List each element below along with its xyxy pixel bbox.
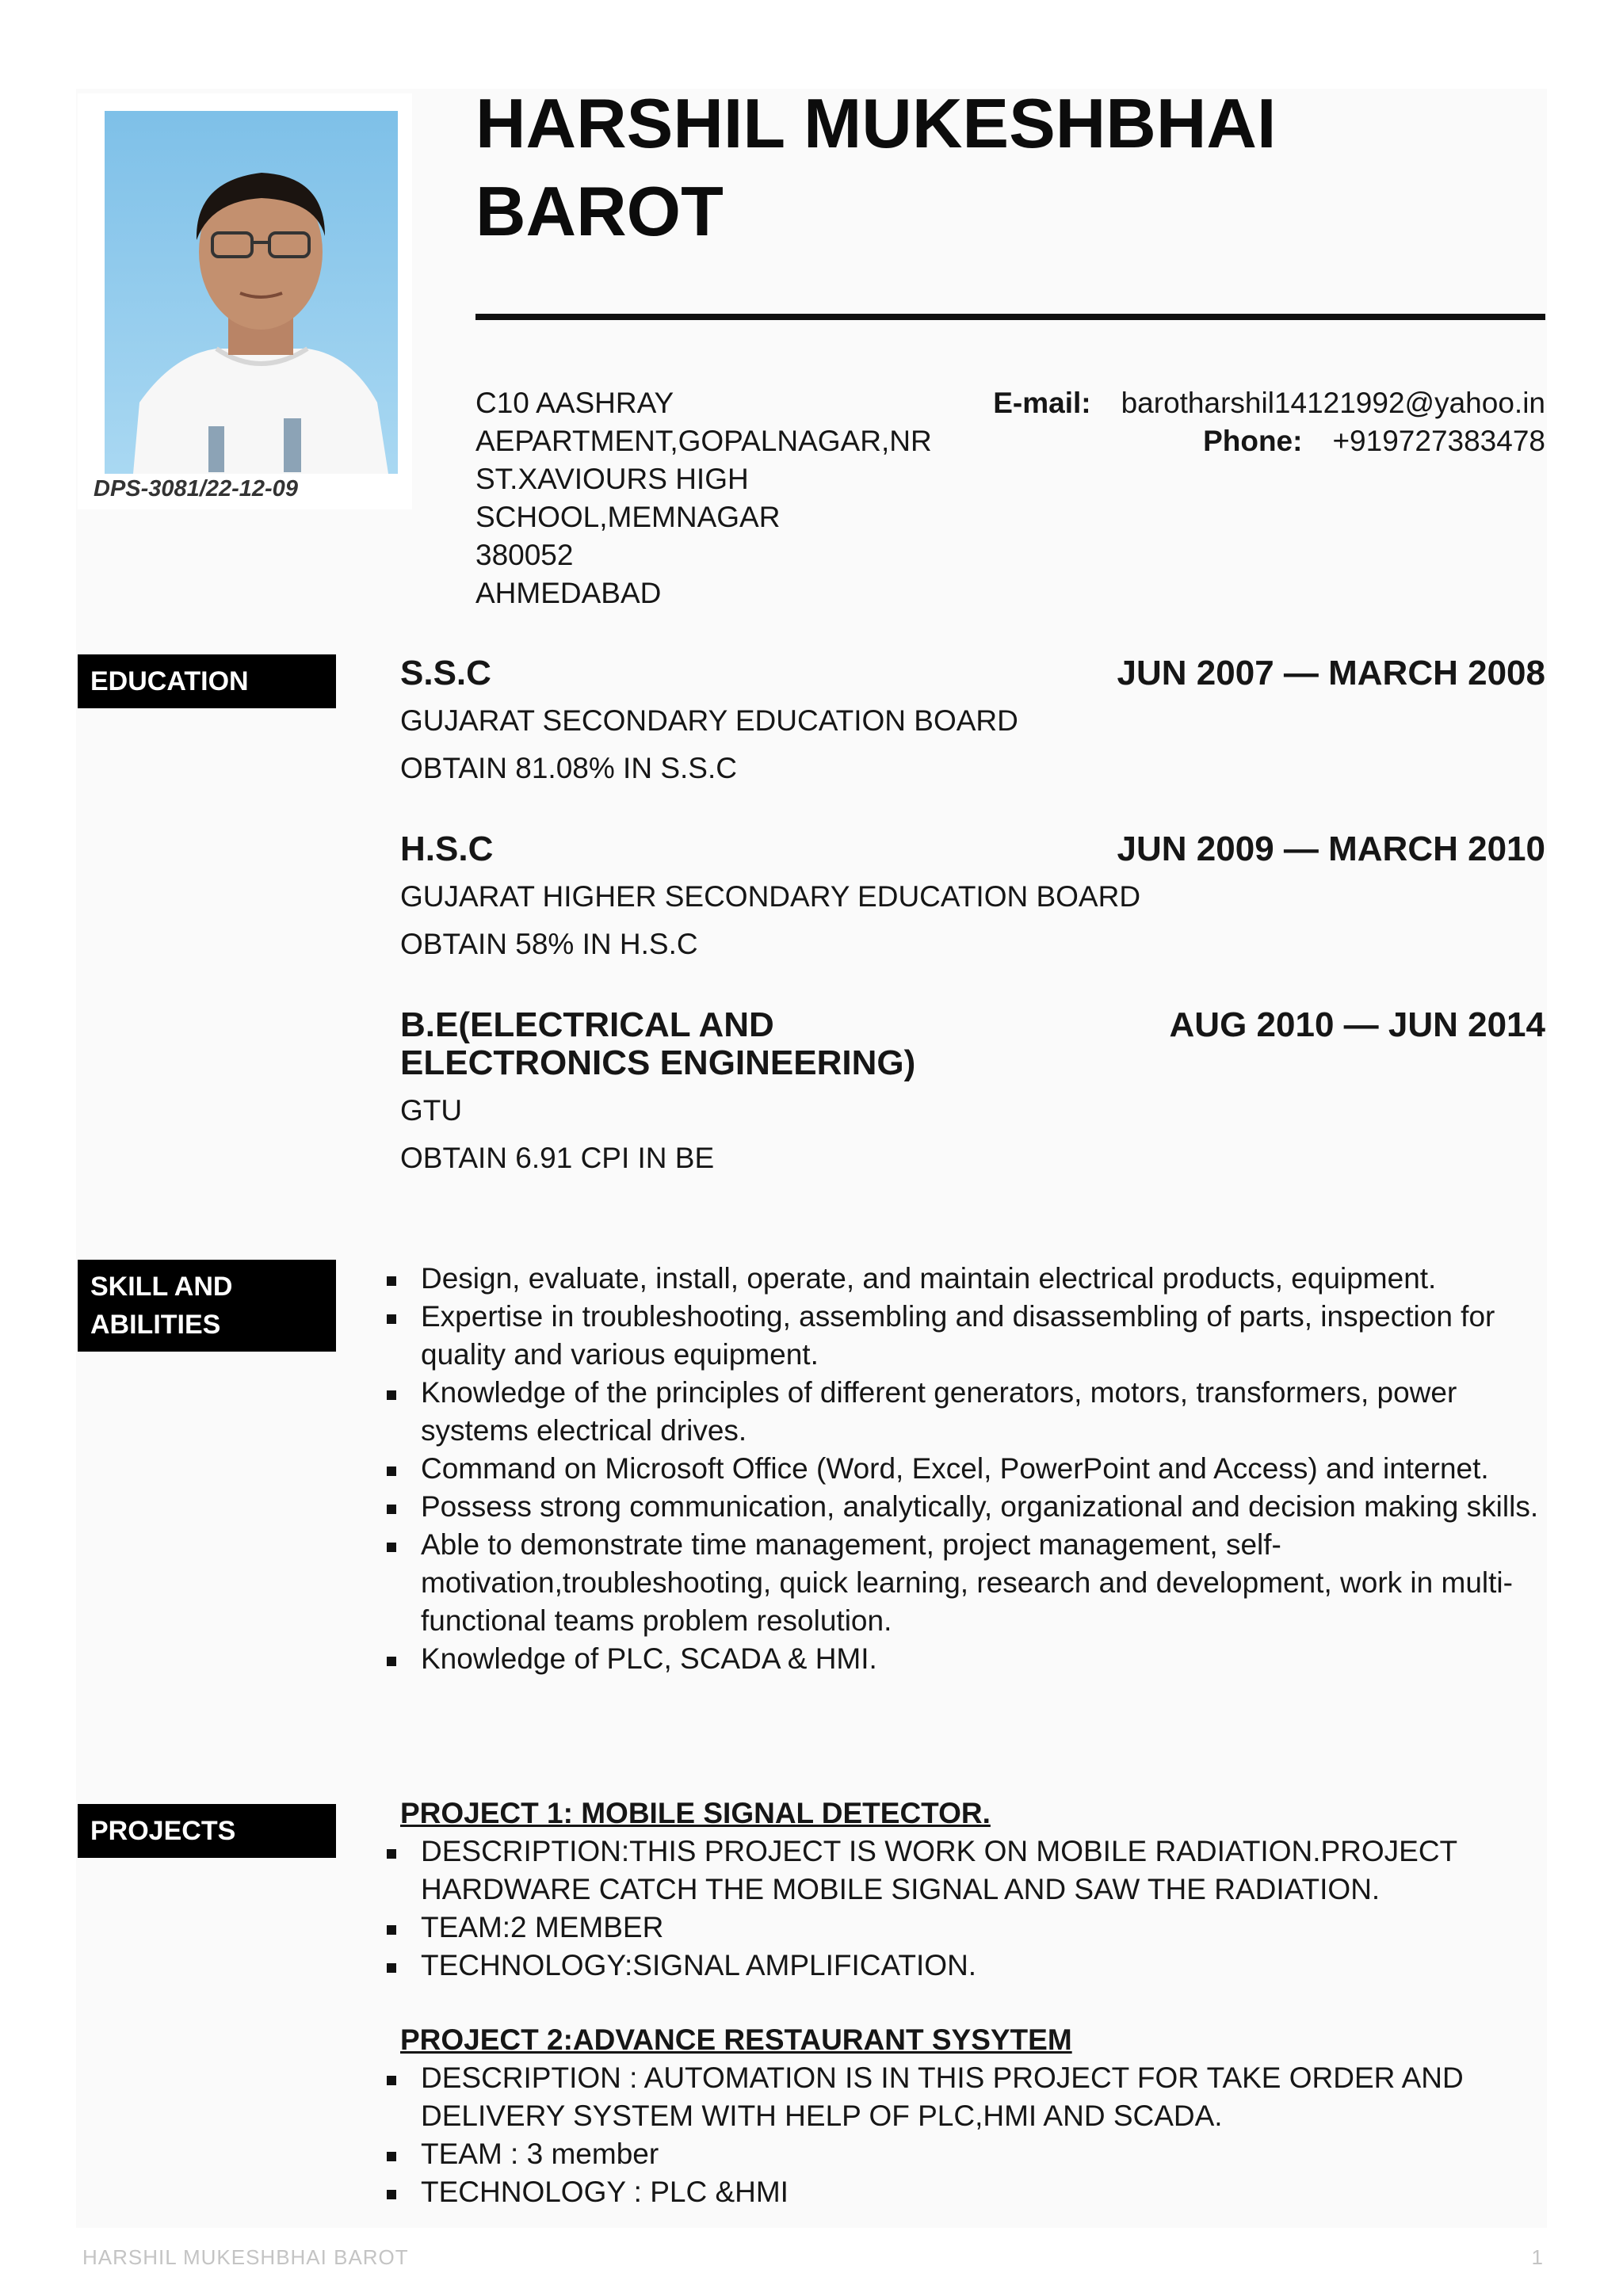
project-detail: TECHNOLOGY : PLC &HMI <box>387 2173 1552 2211</box>
education-degree: S.S.C <box>400 654 491 692</box>
address-line: AHMEDABAD <box>475 577 662 609</box>
candidate-name-line1: HARSHIL MUKESHBHAI <box>475 84 1277 162</box>
email-row <box>993 384 1545 422</box>
skill-item: Knowledge of the principles of different generators, motors, transformers, power systems electrical drives. <box>387 1374 1552 1450</box>
project-title: PROJECT 2:ADVANCE RESTAURANT SYSYTEM <box>400 2023 1072 2056</box>
project-details <box>387 2059 1552 2211</box>
bullet-square-icon <box>387 1390 396 1400</box>
photo-caption: DPS-3081/22-12-09 <box>94 476 298 502</box>
footer-name: HARSHIL MUKESHBHAI BAROT <box>82 2245 409 2269</box>
skill-item: Command on Microsoft Office (Word, Excel, PowerPoint and Access) and internet. <box>387 1450 1552 1488</box>
education-result: OBTAIN 81.08% IN S.S.C <box>400 752 737 784</box>
profile-photo <box>78 93 412 509</box>
education-board: GTU <box>400 1094 463 1127</box>
section-label-skills-line2: ABILITIES <box>90 1310 221 1340</box>
project-detail: TEAM:2 MEMBER <box>387 1909 1552 1947</box>
education-degree: H.S.C <box>400 830 494 868</box>
skill-item: Knowledge of PLC, SCADA & HMI. <box>387 1640 1552 1678</box>
address-line: C10 AASHRAY <box>475 387 674 419</box>
project-title: PROJECT 1: MOBILE SIGNAL DETECTOR. <box>400 1797 991 1829</box>
phone-row <box>993 422 1545 460</box>
bullet-square-icon <box>387 2190 396 2199</box>
skill-item: Expertise in troubleshooting, assembling and disassembling of parts, inspection for quality and various equipment. <box>387 1298 1552 1374</box>
candidate-name <box>475 79 1545 255</box>
page-number: 1 <box>1531 2245 1544 2269</box>
address-line: 380052 <box>475 539 574 571</box>
portrait-image <box>78 93 412 509</box>
skill-item: Able to demonstrate time management, project management, self-motivation,troubleshooting, quick learning, research and development, work in multi-functional teams problem resolution. <box>387 1526 1552 1640</box>
skills-list <box>387 1260 1552 1678</box>
header-divider <box>475 314 1545 320</box>
bullet-square-icon <box>387 1543 396 1552</box>
education-entry <box>400 830 1545 963</box>
education-dates: JUN 2009 — MARCH 2010 <box>1117 830 1545 868</box>
skill-item: Possess strong communication, analytically, organizational and decision making skills. <box>387 1488 1552 1526</box>
education-board: GUJARAT HIGHER SECONDARY EDUCATION BOARD <box>400 880 1141 913</box>
bullet-square-icon <box>387 1314 396 1324</box>
address-block <box>475 384 983 612</box>
skill-item: Design, evaluate, install, operate, and maintain electrical products, equipment. <box>387 1260 1552 1298</box>
section-label-skills-line1: SKILL AND <box>90 1272 233 1302</box>
bullet-square-icon <box>387 2076 396 2085</box>
bullet-square-icon <box>387 1505 396 1514</box>
education-degree: B.E(ELECTRICAL AND ELECTRONICS ENGINEERING) <box>400 1005 916 1082</box>
contact-block <box>993 384 1545 460</box>
project-detail: TECHNOLOGY:SIGNAL AMPLIFICATION. <box>387 1947 1552 1985</box>
candidate-name-line2: BAROT <box>475 172 724 250</box>
education-dates: JUN 2007 — MARCH 2008 <box>1117 654 1545 692</box>
education-result: OBTAIN 6.91 CPI IN BE <box>400 1142 715 1174</box>
email-link[interactable]: barotharshil14121992@yahoo.in <box>1121 387 1545 419</box>
email-label: E-mail: <box>993 387 1091 419</box>
education-result: OBTAIN 58% IN H.S.C <box>400 928 698 960</box>
address-line: AEPARTMENT,GOPALNAGAR,NR <box>475 425 932 457</box>
education-entry <box>400 654 1545 788</box>
bullet-square-icon <box>387 1657 396 1666</box>
project-detail: DESCRIPTION : AUTOMATION IS IN THIS PROJECT FOR TAKE ORDER AND DELIVERY SYSTEM WITH HELP OF PLC,HMI AND SCADA. <box>387 2059 1552 2135</box>
phone-number: +919727383478 <box>1332 425 1545 457</box>
address-line: SCHOOL,MEMNAGAR <box>475 501 781 533</box>
phone-label: Phone: <box>1203 425 1303 457</box>
bullet-square-icon <box>387 1849 396 1859</box>
bullet-square-icon <box>387 1963 396 1973</box>
project-detail: DESCRIPTION:THIS PROJECT IS WORK ON MOBILE RADIATION.PROJECT HARDWARE CATCH THE MOBILE SIGNAL AND SAW THE RADIATION. <box>387 1833 1552 1909</box>
education-entry <box>400 1006 1545 1177</box>
bullet-square-icon <box>387 1466 396 1476</box>
bullet-square-icon <box>387 1276 396 1286</box>
bullet-square-icon <box>387 1925 396 1935</box>
section-label-projects: PROJECTS <box>78 1804 336 1858</box>
project-detail: TEAM : 3 member <box>387 2135 1552 2173</box>
section-label-skills <box>78 1260 336 1352</box>
education-dates: AUG 2010 — JUN 2014 <box>1169 1005 1545 1044</box>
education-board: GUJARAT SECONDARY EDUCATION BOARD <box>400 704 1018 737</box>
address-line: ST.XAVIOURS HIGH <box>475 463 749 495</box>
project-details <box>387 1833 1552 1985</box>
section-label-education: EDUCATION <box>78 654 336 708</box>
bullet-square-icon <box>387 2152 396 2161</box>
